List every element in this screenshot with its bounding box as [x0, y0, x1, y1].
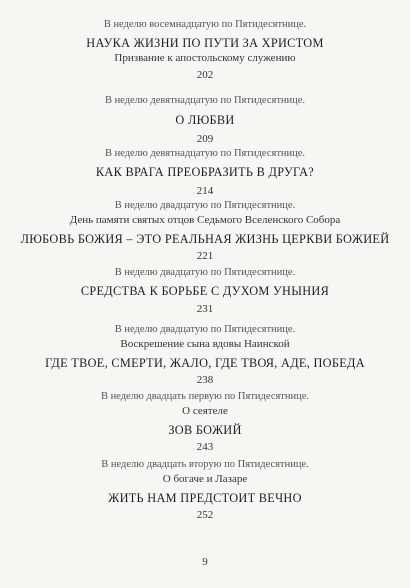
toc-entry	[0, 457, 410, 523]
entry-subtitle: Воскрешение сына вдовы Наинской	[120, 338, 290, 350]
entry-title[interactable]: НАУКА ЖИЗНИ ПО ПУТИ ЗА ХРИСТОМ	[86, 36, 324, 50]
sunday-label: В неделю двадцать вторую по Пятидесятнице.	[101, 459, 309, 470]
page-number: 252	[196, 509, 214, 521]
entry-title[interactable]: ЖИТЬ НАМ ПРЕДСТОИТ ВЕЧНО	[108, 491, 302, 505]
toc-entry	[0, 322, 410, 388]
sunday-label: В неделю двадцатую по Пятидесятнице.	[114, 324, 296, 335]
entry-title[interactable]: КАК ВРАГА ПРЕОБРАЗИТЬ В ДРУГА?	[95, 165, 315, 179]
sunday-label: В неделю восемнадцатую по Пятидесятнице.	[103, 19, 307, 30]
entry-subtitle: О богаче и Лазаре	[162, 473, 248, 485]
page-number: 243	[196, 441, 214, 453]
page-number: 202	[196, 69, 214, 81]
page-number: 238	[196, 374, 214, 386]
entry-subtitle: О сеятеле	[182, 405, 228, 417]
toc-entry	[0, 93, 410, 147]
sunday-label: В неделю двадцатую по Пятидесятнице.	[114, 200, 296, 211]
page-number: 231	[196, 303, 214, 315]
entry-subtitle: Призвание к апостольскому служению	[114, 52, 296, 64]
toc-entry	[0, 146, 410, 199]
toc-entry	[0, 198, 410, 264]
toc-entry	[0, 389, 410, 455]
toc-entry	[0, 17, 410, 83]
entry-title[interactable]: ЗОВ БОЖИЙ	[168, 423, 242, 437]
sunday-label: В неделю девятнадцатую по Пятидесятнице.	[104, 95, 306, 106]
sunday-label: В неделю двадцать первую по Пятидесятнице.	[100, 391, 310, 402]
page-number: 221	[196, 250, 214, 262]
page-number: 209	[196, 133, 214, 145]
entry-subtitle: День памяти святых отцов Седьмого Вселенского Собора	[69, 214, 341, 226]
sunday-label: В неделю девятнадцатую по Пятидесятнице.	[104, 148, 306, 159]
page-number: 214	[196, 185, 214, 197]
toc-entry	[0, 265, 410, 317]
entry-title[interactable]: ГДЕ ТВОЕ, СМЕРТИ, ЖАЛО, ГДЕ ТВОЯ, АДЕ, ПОБЕДА	[45, 356, 365, 370]
sunday-label: В неделю двадцатую по Пятидесятнице.	[114, 267, 296, 278]
folio-page-number: 9	[202, 556, 208, 568]
entry-title[interactable]: ЛЮБОВЬ БОЖИЯ – ЭТО РЕАЛЬНАЯ ЖИЗНЬ ЦЕРКВИ БОЖИЕЙ	[20, 232, 390, 246]
entry-title[interactable]: О ЛЮБВИ	[175, 113, 235, 127]
entry-title[interactable]: СРЕДСТВА К БОРЬБЕ С ДУХОМ УНЫНИЯ	[80, 284, 330, 298]
